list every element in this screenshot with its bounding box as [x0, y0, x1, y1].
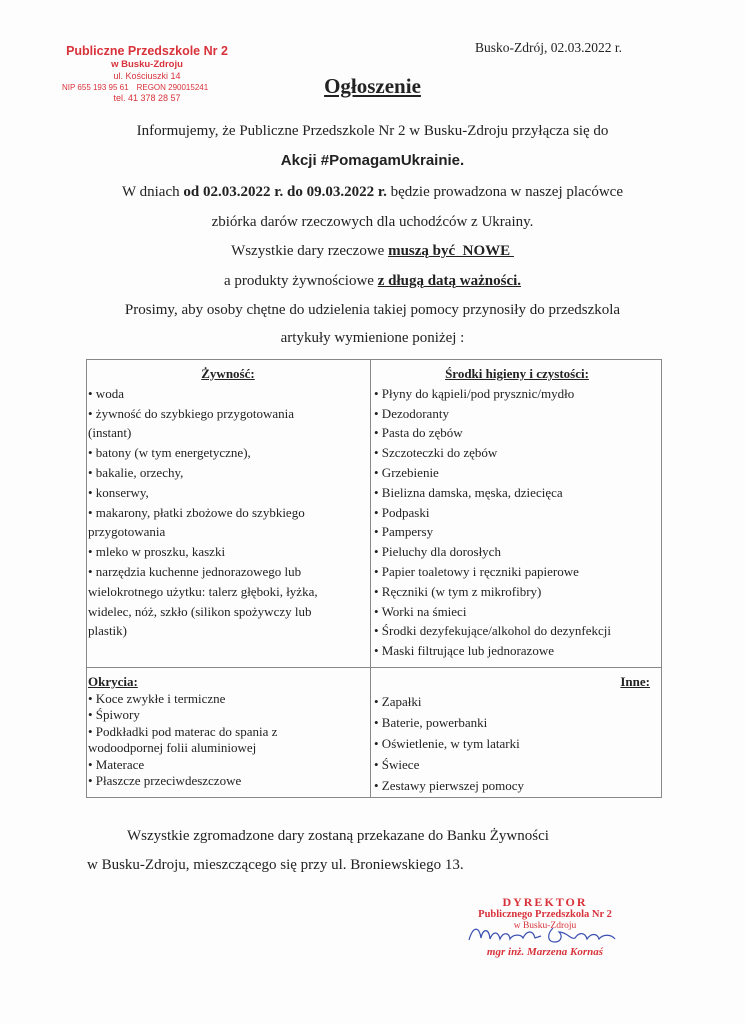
intro-line-4: zbiórka darów rzeczowych dla uchodźców z Ukrainy. [211, 214, 534, 230]
intro-action [0, 152, 745, 169]
intro-line-5 [0, 243, 745, 260]
other-list-item: • Świece [374, 757, 420, 772]
food-header: Żywność: [201, 366, 255, 381]
table-divider-horizontal [87, 667, 661, 668]
table-divider-vertical [370, 360, 371, 797]
hygiene-list-item: • Pieluchy dla dorosłych [374, 544, 501, 560]
new-only-pre: Wszystkie dary rzeczowe [231, 243, 389, 259]
food-list-item: widelec, nóż, szkło (silikon spożywczy lub [88, 603, 312, 619]
hygiene-cell [374, 364, 660, 661]
intro-line-7: Prosimy, aby osoby chętne do udzielenia takiej pomocy przynosiły do przedszkola [124, 302, 621, 318]
hygiene-list-item: • Szczoteczki do zębów [374, 445, 498, 461]
hygiene-list-item: • Grzebienie [374, 464, 439, 480]
food-list-item: • żywność do szybkiego przygotowania [88, 405, 295, 421]
signature-name: mgr inż. Marzena Kornaś [486, 946, 604, 958]
items-table [86, 359, 662, 798]
food-list-item: (instant) [88, 425, 132, 441]
other-list-item: • Zapałki [374, 694, 422, 709]
hygiene-list-item: • Ręczniki (w tym z mikrofibry) [374, 583, 542, 599]
closing-line-2: w Busku-Zdroju, mieszczącego się przy ul. Broniewskiego 13. [87, 857, 464, 873]
other-list-item: • Baterie, powerbanki [374, 715, 488, 730]
dates-pre: W dniach [121, 184, 184, 200]
food-list-item: przygotowania [88, 524, 166, 540]
food-cell [88, 364, 368, 641]
food-list-item: • batony (w tym energetyczne), [88, 445, 251, 461]
clothing-list-item: • Śpiwory [88, 707, 140, 723]
food-list-item: plastik) [88, 623, 127, 639]
hygiene-list-item: • Dezodoranty [374, 405, 449, 421]
handwritten-signature-icon [463, 922, 633, 948]
food-list-item: • makarony, płatki zbożowe do szybkiego [88, 504, 305, 520]
stamp-regon: REGON 290015241 [136, 83, 209, 92]
signature-city: w Busku-Zdroju [513, 921, 577, 931]
hygiene-list-item: • Płyny do kąpieli/pod prysznic/mydło [374, 385, 575, 401]
hygiene-list-item: • Papier toaletowy i ręczniki papierowe [374, 563, 579, 579]
hygiene-list-item: • Pampersy [374, 524, 434, 540]
clothing-header: Okrycia: [88, 674, 138, 689]
clothing-list-item: wodoodpornej folii aluminiowej [88, 740, 257, 756]
other-cell [374, 673, 660, 796]
stamp-line-1: Publiczne Przedszkole Nr 2 [66, 44, 228, 58]
food-list-item: • woda [88, 385, 124, 401]
food-list-item: • mleko w proszku, kaszki [88, 544, 226, 560]
food-list-item: • bakalie, orzechy, [88, 464, 184, 480]
signature-institution: Publicznego Przedszkola Nr 2 [478, 909, 612, 920]
hygiene-header: Środki higieny i czystości: [445, 366, 589, 381]
food-list-item: wielokrotnego użytku: talerz głęboki, łyżka, [88, 583, 318, 599]
closing-line-1: Wszystkie zgromadzone dary zostaną przekazane do Banku Żywności [127, 828, 549, 844]
other-header: Inne: [620, 674, 650, 689]
dates-post: będzie prowadzona w naszej placówce [386, 184, 623, 200]
food-list-item: • narzędzia kuchenne jednorazowego lub [88, 563, 302, 579]
food-list-item: • konserwy, [88, 484, 149, 500]
hygiene-list-item: • Worki na śmieci [374, 603, 467, 619]
stamp-line-2: w Busku-Zdroju [111, 59, 183, 70]
hygiene-list-item: • Bielizna damska, męska, dziecięca [374, 484, 563, 500]
hygiene-list-item: • Pasta do zębów [374, 425, 463, 441]
other-list-item: • Oświetlenie, w tym latarki [374, 736, 520, 751]
intro-line-6 [0, 273, 745, 290]
clothing-list-item: • Podkładki pod materac do spania z [88, 723, 278, 739]
stamp-nip: NIP 655 193 95 61 [62, 83, 129, 92]
hygiene-list-item: • Podpaski [374, 504, 430, 520]
hygiene-list-item: • Środki dezyfekujące/alkohol do dezynfekcji [374, 623, 612, 639]
director-signature-stamp [445, 896, 645, 959]
hygiene-list [374, 384, 660, 661]
new-only-emphasis: muszą być NOWE [388, 243, 514, 259]
document-title: Ogłoszenie [324, 74, 421, 98]
clothing-list-item: • Koce zwykłe i termiczne [88, 691, 226, 706]
hygiene-list-item: • Maski filtrujące lub jednorazowe [374, 643, 554, 659]
action-name: Akcji #PomagamUkrainie. [280, 152, 465, 169]
dates-range: od 02.03.2022 r. do 09.03.2022 r. [183, 184, 387, 200]
document-date: Busko-Zdrój, 02.03.2022 r. [475, 40, 622, 55]
intro-line-3 [0, 184, 745, 201]
other-list-item: • Zestawy pierwszej pomocy [374, 778, 525, 793]
other-list [374, 691, 660, 796]
stamp-phone: tel. 41 378 28 57 [113, 93, 181, 103]
expiry-pre: a produkty żywnościowe [223, 273, 378, 289]
clothing-list-item: • Materace [88, 756, 145, 772]
intro-line-8: artykuły wymienione poniżej : [280, 330, 465, 346]
signature-title: DYREKTOR [502, 895, 588, 909]
clothing-list [88, 691, 368, 789]
intro-line-1: Informujemy, że Publiczne Przedszkole Nr 2 w Busku-Zdroju przyłącza się do [136, 123, 609, 139]
food-list [88, 384, 368, 641]
clothing-list-item: • Płaszcze przeciwdeszczowe [88, 773, 242, 789]
clothing-cell [88, 673, 368, 789]
stamp-address: ul. Kościuszki 14 [113, 71, 181, 81]
expiry-emphasis: z długą datą ważności. [377, 273, 522, 289]
